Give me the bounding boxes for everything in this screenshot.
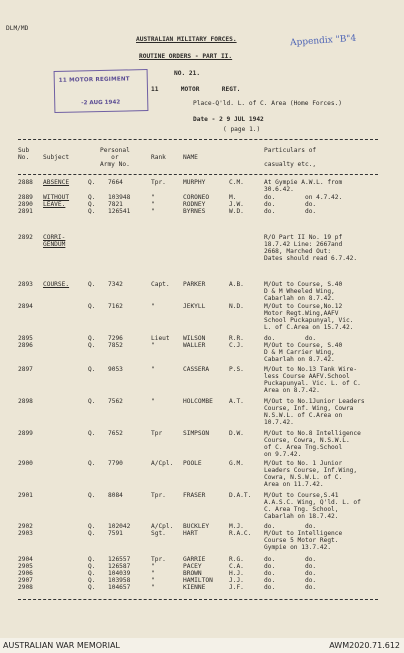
cell-init: C.J. (229, 342, 244, 349)
cell-part: M/Out to No.8 Intelligence Course, Cowra, N.S.W.L. of C. Area Tng.School on 9.7.42. (264, 430, 361, 458)
cell-init: H.J. (229, 570, 244, 577)
cell-num: 7852 (108, 342, 123, 349)
cell-name: POOLE (183, 460, 202, 467)
cell-name: FRASER (183, 492, 206, 499)
col-rank: Rank (151, 154, 166, 161)
cell-num: 7652 (108, 430, 123, 437)
header-rule-bottom (18, 174, 378, 175)
cell-num: 7790 (108, 460, 123, 467)
document-heading: AUSTRALIAN MILITARY FORCES. (136, 36, 237, 43)
table-end-rule (18, 599, 378, 600)
cell-no: 2892 (18, 234, 33, 241)
cell-rank: " (151, 570, 155, 577)
cell-subj: WITHOUT (43, 194, 70, 201)
cell-name: SIMPSON (183, 430, 210, 437)
document-ref: DLM/MD (6, 25, 29, 32)
cell-no: 2893 (18, 281, 33, 288)
cell-part: do. do. (264, 335, 317, 342)
col-subject: Subject (43, 154, 70, 161)
cell-no: 2900 (18, 460, 33, 467)
cell-name: PARKER (183, 281, 206, 288)
cell-part: M/Out to Intelligence Course 5 Motor Regt. Gympie on 13.7.42. (264, 530, 343, 551)
cell-part: do. do. (264, 577, 317, 584)
cell-rank: " (151, 577, 155, 584)
cell-svc: Q. (88, 208, 96, 215)
cell-name: WALLER (183, 342, 206, 349)
cell-rank: " (151, 194, 155, 201)
receipt-stamp (54, 69, 149, 113)
document-subheading: ROUTINE ORDERS - PART II. (139, 53, 233, 60)
cell-num: 7162 (108, 303, 123, 310)
cell-rank: Lieut (151, 335, 170, 342)
cell-no: 2897 (18, 366, 33, 373)
cell-svc: Q. (88, 556, 96, 563)
col-sub-no: Sub No. (18, 147, 30, 161)
cell-num: 7591 (108, 530, 123, 537)
cell-init: R.R. (229, 335, 244, 342)
cell-part: At Gympie A.W.L. from 30.6.42. (264, 179, 343, 193)
cell-num: 7821 (108, 201, 123, 208)
cell-svc: Q. (88, 563, 96, 570)
order-number: NO. 21. (174, 70, 201, 77)
cell-part: do. do. (264, 584, 317, 591)
cell-rank: " (151, 303, 155, 310)
archive-footer (0, 639, 404, 653)
cell-name: BUCKLEY (183, 523, 210, 530)
cell-num: 7562 (108, 398, 123, 405)
footer-institution: AUSTRALIAN WAR MEMORIAL (3, 641, 120, 650)
cell-name: GARRIE (183, 556, 206, 563)
cell-svc: Q. (88, 492, 96, 499)
place-line: Place-Q'ld. L. of C. Area (Home Forces.) (193, 100, 343, 107)
cell-no: 2902 (18, 523, 33, 530)
cell-svc: Q. (88, 281, 96, 288)
cell-init: R.A.C. (229, 530, 252, 537)
cell-num: 7296 (108, 335, 123, 342)
cell-num: 104039 (108, 570, 131, 577)
col-particulars: Particulars of casualty etc., (264, 147, 317, 168)
cell-rank: Capt. (151, 281, 170, 288)
cell-init: P.S. (229, 366, 244, 373)
cell-part: do. do. (264, 563, 317, 570)
cell-part: do. do. (264, 556, 317, 563)
cell-name: BROWN (183, 570, 202, 577)
cell-init: D.W. (229, 430, 244, 437)
cell-init: M. (229, 194, 237, 201)
cell-rank: A/Cpl. (151, 460, 174, 467)
cell-part: do. on 4.7.42. (264, 194, 343, 201)
cell-rank: Tpr. (151, 492, 166, 499)
cell-no: 2894 (18, 303, 33, 310)
cell-init: N.D. (229, 303, 244, 310)
cell-init: J.J. (229, 577, 244, 584)
cell-no: 2906 (18, 570, 33, 577)
cell-init: G.M. (229, 460, 244, 467)
cell-svc: Q. (88, 398, 96, 405)
cell-num: 7342 (108, 281, 123, 288)
cell-svc: Q. (88, 460, 96, 467)
cell-rank: " (151, 342, 155, 349)
cell-init: A.B. (229, 281, 244, 288)
cell-svc: Q. (88, 584, 96, 591)
cell-rank: " (151, 563, 155, 570)
cell-part: M/Out to Course,No.12 Motor Regt.Wing,AAFV School Puckapunyal, Vic. L. of C.Area on 15.7.42. (264, 303, 354, 331)
cell-num: 103948 (108, 194, 131, 201)
cell-name: HAMILTON (183, 577, 213, 584)
footer-accession: AWM2020.71.612 (329, 641, 400, 650)
cell-name: MURPHY (183, 179, 206, 186)
cell-no: 2898 (18, 398, 33, 405)
cell-init: C.M. (229, 179, 244, 186)
cell-part: M/Out to No.1Junior Leaders Course, Inf. Wing, Cowra N.S.W.L. of C.Area on 10.7.42. (264, 398, 365, 426)
page-number: ( page 1.) (223, 126, 261, 133)
cell-init: D.A.T. (229, 492, 252, 499)
unit-name: 11 MOTOR REGT. (151, 86, 241, 93)
cell-svc: Q. (88, 523, 96, 530)
cell-no: 2889 (18, 194, 33, 201)
cell-num: 9053 (108, 366, 123, 373)
cell-name: RODNEY (183, 201, 206, 208)
cell-svc: Q. (88, 303, 96, 310)
cell-no: 2904 (18, 556, 33, 563)
cell-init: J.W. (229, 201, 244, 208)
cell-num: 104657 (108, 584, 131, 591)
cell-no: 2901 (18, 492, 33, 499)
cell-init: A.T. (229, 398, 244, 405)
cell-svc: Q. (88, 342, 96, 349)
cell-part: do. do. (264, 208, 317, 215)
cell-svc: Q. (88, 194, 96, 201)
stamp-unit: 11 MOTOR REGIMENT (58, 76, 130, 84)
cell-svc: Q. (88, 570, 96, 577)
cell-no: 2907 (18, 577, 33, 584)
cell-num: 126557 (108, 556, 131, 563)
cell-rank: " (151, 398, 155, 405)
col-name: NAME (183, 154, 198, 161)
stamp-date: -2 AUG 1942 (81, 99, 121, 107)
cell-part: R/O Part II No. 19 pf 18.7.42 Line: 2667and 2668, Marched Out: Dates should read 6.7.42. (264, 234, 358, 262)
cell-rank: " (151, 366, 155, 373)
cell-svc: Q. (88, 179, 96, 186)
cell-subj: LEAVE. (43, 201, 66, 208)
cell-init: W.D. (229, 208, 244, 215)
cell-num: 126587 (108, 563, 131, 570)
cell-no: 2899 (18, 430, 33, 437)
header-rule-top (18, 139, 378, 140)
cell-num: 126541 (108, 208, 131, 215)
cell-name: CASSERA (183, 366, 210, 373)
cell-num: 8084 (108, 492, 123, 499)
cell-num: 102042 (108, 523, 131, 530)
cell-subj: ABSENCE (43, 179, 70, 186)
cell-part: do. do. (264, 570, 317, 577)
cell-subj: COURSE. (43, 281, 70, 288)
cell-rank: " (151, 208, 155, 215)
cell-svc: Q. (88, 430, 96, 437)
cell-rank: " (151, 201, 155, 208)
cell-part: do. do. (264, 523, 317, 530)
cell-name: JEKYLL (183, 303, 206, 310)
cell-name: HART (183, 530, 198, 537)
cell-part: do. do. (264, 201, 317, 208)
cell-svc: Q. (88, 366, 96, 373)
cell-init: C.A. (229, 563, 244, 570)
cell-part: M/Out to No. 1 Junior Leaders Course, Inf.Wing, Cowra, N.S.W.L. of C. Area on 11.7.42. (264, 460, 358, 488)
cell-no: 2890 (18, 201, 33, 208)
cell-svc: Q. (88, 201, 96, 208)
cell-part: M/Out to Course, S.40 D & M Wheeled Wing, Cabarlah on 8.7.42. (264, 281, 343, 302)
cell-rank: Tpr (151, 430, 163, 437)
cell-part: M/Out to Course,S.41 A.A.S.C. Wing, Q'ld. L. of C. Area Tng. School, Cabarlah on 18.7.42. (264, 492, 361, 520)
cell-no: 2903 (18, 530, 33, 537)
cell-name: CORONEO (183, 194, 210, 201)
cell-name: PACEY (183, 563, 202, 570)
cell-no: 2891 (18, 208, 33, 215)
cell-rank: Tpr. (151, 556, 166, 563)
cell-no: 2908 (18, 584, 33, 591)
cell-svc: Q. (88, 577, 96, 584)
cell-num: 103958 (108, 577, 131, 584)
cell-svc: Q. (88, 530, 96, 537)
cell-name: BYRNES (183, 208, 206, 215)
appendix-annotation: Appendix "B"4 (289, 33, 357, 49)
cell-name: KIENNE (183, 584, 206, 591)
cell-rank: " (151, 584, 155, 591)
cell-name: WILSON (183, 335, 206, 342)
cell-rank: Tpr. (151, 179, 166, 186)
cell-rank: A/Cpl. (151, 523, 174, 530)
cell-init: J.F. (229, 584, 244, 591)
cell-no: 2888 (18, 179, 33, 186)
cell-rank: Sgt. (151, 530, 166, 537)
cell-no: 2895 (18, 335, 33, 342)
cell-svc: Q. (88, 335, 96, 342)
cell-no: 2896 (18, 342, 33, 349)
cell-part: M/Out to Course, S.40 D & M Carrier Wing, Cabarlah on 8.7.42. (264, 342, 343, 363)
cell-subj: CORRI- GENDUM (43, 234, 66, 248)
cell-num: 7664 (108, 179, 123, 186)
date-line: Date - 2 9 JUL 1942 (193, 116, 264, 123)
cell-init: R.G. (229, 556, 244, 563)
cell-part: M/Out to No.13 Tank Wire- less Course AAFV.School Puckapunyal. Vic. L. of C. Area on 8.7.42. (264, 366, 361, 394)
cell-no: 2905 (18, 563, 33, 570)
cell-init: M.J. (229, 523, 244, 530)
cell-name: HOLCOMBE (183, 398, 213, 405)
col-personal: Personal or Army No. (100, 147, 130, 168)
